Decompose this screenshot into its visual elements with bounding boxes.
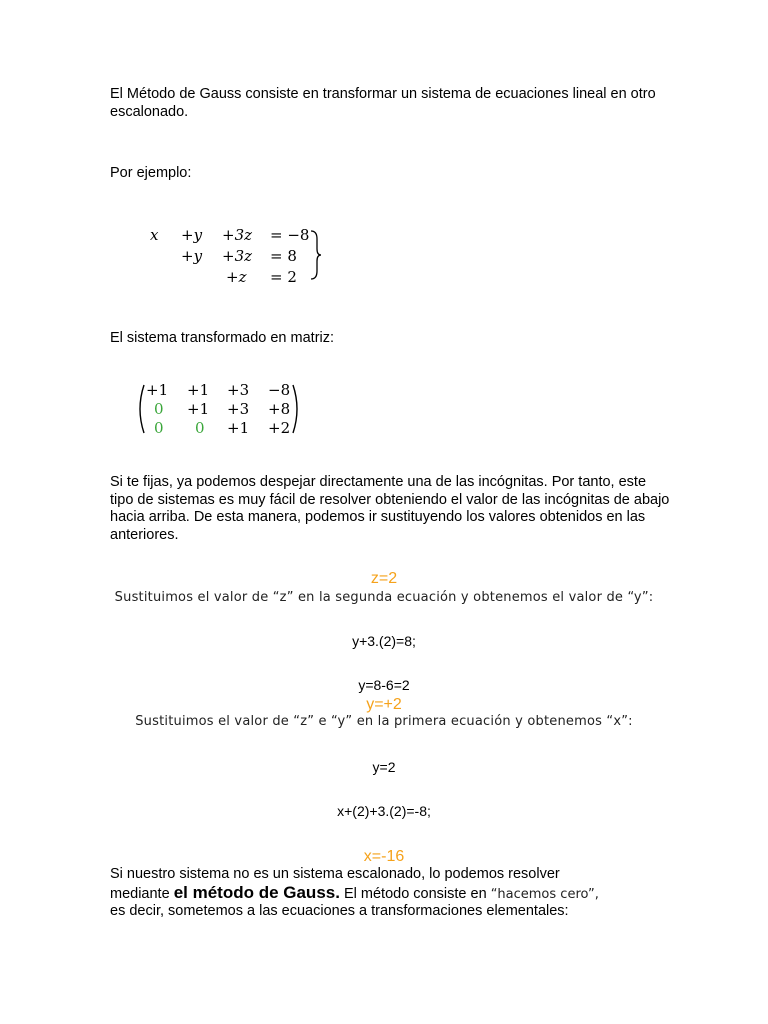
matrix-cell: +3 — [227, 381, 250, 399]
explanation-paragraph: Si te fijas, ya podemos despejar directamente una de las incógnitas. Por tanto, este tipo de sistemas es muy fácil de resolver obteniendo el valor de las incógnitas de abajo hacia arriba. De esta manera, podemos ir sustituyendo los valores obtenidos en las anteriores. — [110, 474, 670, 543]
matrix-cell: +8 — [268, 400, 291, 418]
result-y: y=+2 — [366, 696, 402, 713]
eq1-rhs: = −8 — [270, 226, 310, 244]
left-paren-icon — [134, 383, 146, 435]
result-x: x=-16 — [363, 848, 405, 865]
matrix-label: El sistema transformado en matriz: — [110, 330, 335, 346]
matrix-cell-zero: 0 — [154, 419, 164, 437]
intro-paragraph: El Método de Gauss consiste en transformar un sistema de ecuaciones lineal en otro escalonado. — [110, 86, 656, 120]
step2-instruction: Sustituimos el valor de “z” e “y” en la primera ecuación y obtenemos “x”: — [135, 714, 633, 729]
matrix-cell: +2 — [268, 419, 291, 437]
eq1-y: +y — [181, 226, 203, 244]
eq2-z: +3z — [222, 247, 253, 265]
step2-equation: x+(2)+3.(2)=-8; — [337, 803, 431, 819]
right-paren-icon — [291, 383, 303, 435]
step1-equation: y+3.(2)=8; — [352, 633, 416, 649]
matrix-cell: −8 — [268, 381, 291, 399]
step1-instruction: Sustituimos el valor de “z” en la segunda ecuación y obtenemos el valor de “y”: — [114, 590, 654, 605]
result-z: z=2 — [370, 570, 398, 587]
right-brace-icon — [309, 229, 323, 281]
eq2-y: +y — [181, 247, 203, 265]
matrix-cell: +3 — [227, 400, 250, 418]
step2-y-value: y=2 — [372, 759, 396, 775]
example-label: Por ejemplo: — [110, 165, 192, 181]
matrix-cell: +1 — [187, 381, 210, 399]
eq1-z: +3z — [222, 226, 253, 244]
eq3-z: +z — [226, 268, 247, 286]
step1-simplified: y=8-6=2 — [358, 677, 410, 693]
eq2-rhs: = 8 — [270, 247, 297, 265]
eq3-rhs: = 2 — [270, 268, 297, 286]
gauss-paragraph: Si nuestro sistema no es un sistema escalonado, lo podemos resolver mediante el método de Gauss. El método consiste en “hacemos cero”, es decir, sometemos a las ecuaciones a transformaciones elementales: — [110, 866, 599, 919]
matrix-cell: +1 — [227, 419, 250, 437]
matrix-cell: +1 — [187, 400, 210, 418]
matrix-cell: +1 — [146, 381, 169, 399]
gauss-method-emphasis: el método de Gauss. — [173, 882, 340, 902]
eq1-x: x — [150, 226, 159, 244]
hacemos-cero-quote: “hacemos cero”, — [490, 886, 599, 902]
matrix-cell-zero: 0 — [154, 400, 164, 418]
matrix-cell-zero: 0 — [195, 419, 205, 437]
